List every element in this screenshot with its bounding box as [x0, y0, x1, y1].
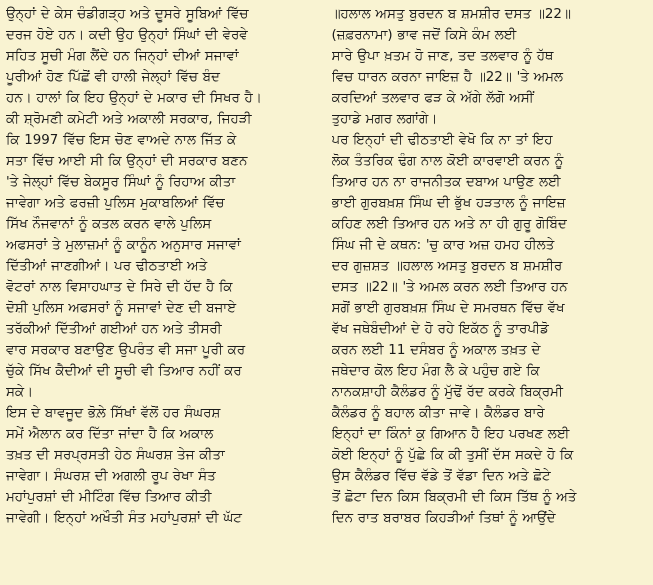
text-line: ਕੀ ਸ਼੍ਰੋਮਣੀ ਕਮੇਟੀ ਅਤੇ ਅਕਾਲੀ ਸਰਕਾਰ, ਜਿਹੜੀ	[6, 112, 252, 127]
text-line: ਜਾਵੇਗਾ। ਸੰਘਰਸ਼ ਦੀ ਅਗਲੀ ਰੂਪ ਰੇਖਾ ਸੰਤ	[6, 469, 216, 484]
article-paragraph	[6, 109, 322, 403]
text-line: ਵੋਟਰਾਂ ਨਾਲ ਵਿਸਾਹਘਾਤ ਦੇ ਸਿਰੇ ਦੀ ਹੱਦ ਹੈ ਕਿ	[6, 280, 233, 295]
text-line: ਮਹਾਂਪੁਰਸ਼ਾਂ ਦੀ ਮੀਟਿੰਗ ਵਿੱਚ ਤਿਆਰ ਕੀਤੀ	[6, 490, 212, 505]
text-line: ਦਸਤ ॥22॥ 'ਤੇ ਅਮਲ ਕਰਨ ਲਈ ਤਿਆਰ ਹਨ	[331, 280, 568, 295]
text-line: ਸਾਰੇ ਉਪਾ ਖ਼ਤਮ ਹੋ ਜਾਣ, ਤਦ ਤਲਵਾਰ ਨੂੰ ਹੱਥ	[331, 49, 554, 64]
text-line: ਕਰਦਿਆਂ ਤਲਵਾਰ ਫੜ ਕੇ ਅੱਗੇ ਲੱਗੋ ਅਸੀਂ	[331, 91, 534, 106]
text-line: ਸਕੇ।	[6, 385, 34, 400]
text-line: ਅਫਸਰਾਂ ਤੇ ਮੁਲਾਜ਼ਮਾਂ ਨੂੰ ਕਾਨੂੰਨ ਅਨੁਸਾਰ ਸਜਾਵਾਂ	[6, 238, 241, 253]
text-line: ਹਨ। ਹਾਲਾਂ ਕਿ ਇਹ ਉਨ੍ਹਾਂ ਦੇ ਮਕਾਰ ਦੀ ਸਿਖਰ ਹੈ।	[6, 91, 262, 106]
text-line: ਇਨ੍ਹਾਂ ਦਾ ਕਿੰਨਾਂ ਕੁ ਗਿਆਨ ਹੈ ਇਹ ਪਰਖਣ ਲਈ	[331, 427, 570, 442]
text-line: ਦਰ ਗੁਜ਼ਸ਼ਤ ॥ਹਲਾਲ ਅਸਤੁ ਬੁਰਦਨ ਬ ਸ਼ਮਸ਼ੀਰ	[331, 259, 563, 274]
text-line: ਦੋਸ਼ੀ ਪੁਲਿਸ ਅਫਸਰਾਂ ਨੂੰ ਸਜਾਵਾਂ ਦੇਣ ਦੀ ਬਜਾਏ	[6, 301, 236, 316]
text-line: ਪਰ ਇਨ੍ਹਾਂ ਦੀ ਢੀਠਤਾਈ ਵੇਖੋ ਕਿ ਨਾ ਤਾਂ ਇਹ	[331, 133, 553, 148]
text-line: ਵਿਚ ਧਾਰਨ ਕਰਨਾ ਜਾਇਜ਼ ਹੈ ॥22॥ 'ਤੇ ਅਮਲ	[331, 70, 563, 85]
left-column	[6, 4, 322, 585]
text-line: ਕੋਈ ਇਨ੍ਹਾਂ ਨੂੰ ਪੁੱਛੇ ਕਿ ਕੀ ਤੁਸੀਂ ਦੱਸ ਸਕਦੇ ਹੋ ਕਿ	[331, 448, 574, 463]
text-line: ਦਰਜ ਹੋਏ ਹਨ। ਕਦੀ ਉਹ ਉਨ੍ਹਾਂ ਸਿੰਘਾਂ ਦੀ ਵੇਰਵੇ	[6, 28, 248, 43]
text-line: ਉਸ ਕੈਲੰਡਰ ਵਿੱਚ ਵੱਡੇ ਤੋਂ ਵੱਡਾ ਦਿਨ ਅਤੇ ਛੋਟੇ	[331, 469, 551, 484]
text-line: ਜਾਵੇਗੀ। ਇਨ੍ਹਾਂ ਅਖੌਤੀ ਸੰਤ ਮਹਾਂਪੁਰਸ਼ਾਂ ਦੀ ਘੱਟ	[6, 511, 242, 526]
text-line: ਕਰਨ ਲਈ 11 ਦਸੰਬਰ ਨੂੰ ਅਕਾਲ ਤਖ਼ਤ ਦੇ	[331, 343, 541, 358]
text-line: (ਜ਼ਫ਼ਰਨਾਮਾ) ਭਾਵ ਜਦੋਂ ਕਿਸੇ ਕੰਮ ਲਈ	[331, 28, 517, 43]
text-line: ਨਾਨਕਸ਼ਾਹੀ ਕੈਲੰਡਰ ਨੂੰ ਮੁੱਢੋਂ ਰੱਦ ਕਰਕੇ ਬਿਕ੍ਰਮੀ	[331, 385, 563, 400]
text-line: ਲੋਕ ਤੰਤਰਿਕ ਢੰਗ ਨਾਲ ਕੋਈ ਕਾਰਵਾਈ ਕਰਨ ਨੂੰ	[331, 154, 564, 169]
text-line: ਪੂਰੀਆਂ ਹੋਣ ਪਿੱਛੋਂ ਵੀ ਹਾਲੀ ਜੇਲ੍ਹਾਂ ਵਿੱਚ ਬੰਦ	[6, 70, 220, 85]
text-line: ਕਿ 1997 ਵਿੱਚ ਇਸ ਚੋਣ ਵਾਅਦੇ ਨਾਲ ਜਿੱਤ ਕੇ	[6, 133, 237, 148]
text-line: ਵਾਰ ਸਰਕਾਰ ਬਣਾਉਣ ਉਪਰੰਤ ਵੀ ਸਜਾ ਪੂਰੀ ਕਰ	[6, 343, 246, 358]
text-line: ਚੁੱਕੇ ਸਿੱਖ ਕੈਦੀਆਂ ਦੀ ਸੂਚੀ ਵੀ ਤਿਆਰ ਨਹੀਂ ਕਰ	[6, 364, 242, 379]
article-paragraph	[332, 130, 648, 529]
text-line: ਕੈਲੰਡਰ ਨੂੰ ਬਹਾਲ ਕੀਤਾ ਜਾਵੇ। ਕੈਲੰਡਰ ਬਾਰੇ	[331, 406, 545, 421]
text-line: ਤਰੱਕੀਆਂ ਦਿੱਤੀਆਂ ਗਈਆਂ ਹਨ ਅਤੇ ਤੀਸਰੀ	[6, 322, 222, 337]
text-line: ਤੁਹਾਡੇ ਮਗਰ ਲਗਾਂਗੇ।	[331, 112, 438, 127]
text-line: ਤੋਂ ਛੋਟਾ ਦਿਨ ਕਿਸ ਬਿਕ੍ਰਮੀ ਦੀ ਕਿਸ ਤਿੱਥ ਨੂੰ ਅਤੇ	[331, 490, 577, 505]
text-line: ਤਖ਼ਤ ਦੀ ਸਰਪ੍ਰਸਤੀ ਹੇਠ ਸੰਘਰਸ਼ ਤੇਜ ਕੀਤਾ	[6, 448, 225, 463]
text-line: ਕਹਿਣ ਲਈ ਤਿਆਰ ਹਨ ਅਤੇ ਨਾ ਹੀ ਗੁਰੂ ਗੋਬਿੰਦ	[331, 217, 567, 232]
right-column	[332, 4, 648, 585]
text-line: ਇਸ ਦੇ ਬਾਵਜੂਦ ਭੋਲ਼ੇ ਸਿੱਖਾਂ ਵੱਲੋਂ ਹਰ ਸੰਘਰਸ਼	[6, 406, 221, 421]
text-line: ਸਿੱਖ ਨੌਜਵਾਨਾਂ ਨੂੰ ਕਤਲ ਕਰਨ ਵਾਲੇ ਪੁਲਿਸ	[6, 217, 212, 232]
text-line: ਤਿਆਰ ਹਨ ਨਾ ਰਾਜਨੀਤਕ ਦਬਾਅ ਪਾਉਣ ਲਈ	[331, 175, 561, 190]
article-paragraph	[332, 4, 648, 130]
text-line: ਵੱਖ ਜਥੇਬੰਦੀਆਂ ਦੇ ਹੋ ਰਹੇ ਇਕੱਠ ਨੂੰ ਤਾਰਪੀਡੋ	[331, 322, 549, 337]
text-line: ਸਿੰਘ ਜੀ ਦੇ ਕਥਨ: 'ਚੁ ਕਾਰ ਅਜ਼ ਹਮਹ ਹੀਲਤੇ	[331, 238, 555, 253]
text-line: ਜਥੇਦਾਰ ਕੋਲ ਇਹ ਮੰਗ ਲੈ ਕੇ ਪਹੁੰਚ ਗਏ ਕਿ	[331, 364, 540, 379]
text-line: ਦਿਨ ਰਾਤ ਬਰਾਬਰ ਕਿਹੜੀਆਂ ਤਿਥਾਂ ਨੂੰ ਆਉਂਦੇ	[331, 511, 556, 526]
article-paragraph	[6, 403, 322, 529]
text-line: ਸਹਿਤ ਸੂਚੀ ਮੰਗ ਲੈਂਦੇ ਹਨ ਜਿਨ੍ਹਾਂ ਦੀਆਂ ਸਜਾਵਾਂ	[6, 49, 239, 64]
article-paragraph	[6, 4, 322, 109]
text-line: 'ਤੇ ਜੇਲ੍ਹਾਂ ਵਿੱਚ ਬੇਕਸੂਰ ਸਿੰਘਾਂ ਨੂੰ ਰਿਹਾਅ ਕੀਤਾ	[6, 175, 236, 190]
text-line: ਸਗੋਂ ਭਾਈ ਗੁਰਬਖ਼ਸ਼ ਸਿੰਘ ਦੇ ਸਮਰਥਨ ਵਿੱਚ ਵੱਖ	[331, 301, 565, 316]
text-line: ਜਾਵੇਗਾ ਅਤੇ ਫਰਜ਼ੀ ਪੁਲਿਸ ਮੁਕਾਬਲਿਆਂ ਵਿੱਚ	[6, 196, 225, 211]
text-line: ॥ਹਲਾਲ ਅਸਤੁ ਬੁਰਦਨ ਬ ਸ਼ਮਸ਼ੀਰ ਦਸਤ ॥22॥	[331, 7, 571, 22]
text-line: ਸਤਾ ਵਿੱਚ ਆਈ ਸੀ ਕਿ ਉਨ੍ਹਾਂ ਦੀ ਸਰਕਾਰ ਬਣਨ	[6, 154, 248, 169]
text-line: ਉਨ੍ਹਾਂ ਦੇ ਕੇਸ ਚੰਡੀਗੜ੍ਹ ਅਤੇ ਦੂਸਰੇ ਸੂਬਿਆਂ ਵਿੱਚ	[6, 7, 249, 22]
text-line: ਭਾਈ ਗੁਰਬਖ਼ਸ਼ ਸਿੰਘ ਦੀ ਭੁੱਖ ਹੜਤਾਲ ਨੂੰ ਜਾਇਜ਼	[331, 196, 566, 211]
text-line: ਦਿੱਤੀਆਂ ਜਾਣਗੀਆਂ। ਪਰ ਢੀਠਤਾਈ ਅਤੇ	[6, 259, 208, 274]
text-line: ਸਮੇਂ ਐਲਾਨ ਕਰ ਦਿੱਤਾ ਜਾਂਦਾ ਹੈ ਕਿ ਅਕਾਲ	[6, 427, 214, 442]
